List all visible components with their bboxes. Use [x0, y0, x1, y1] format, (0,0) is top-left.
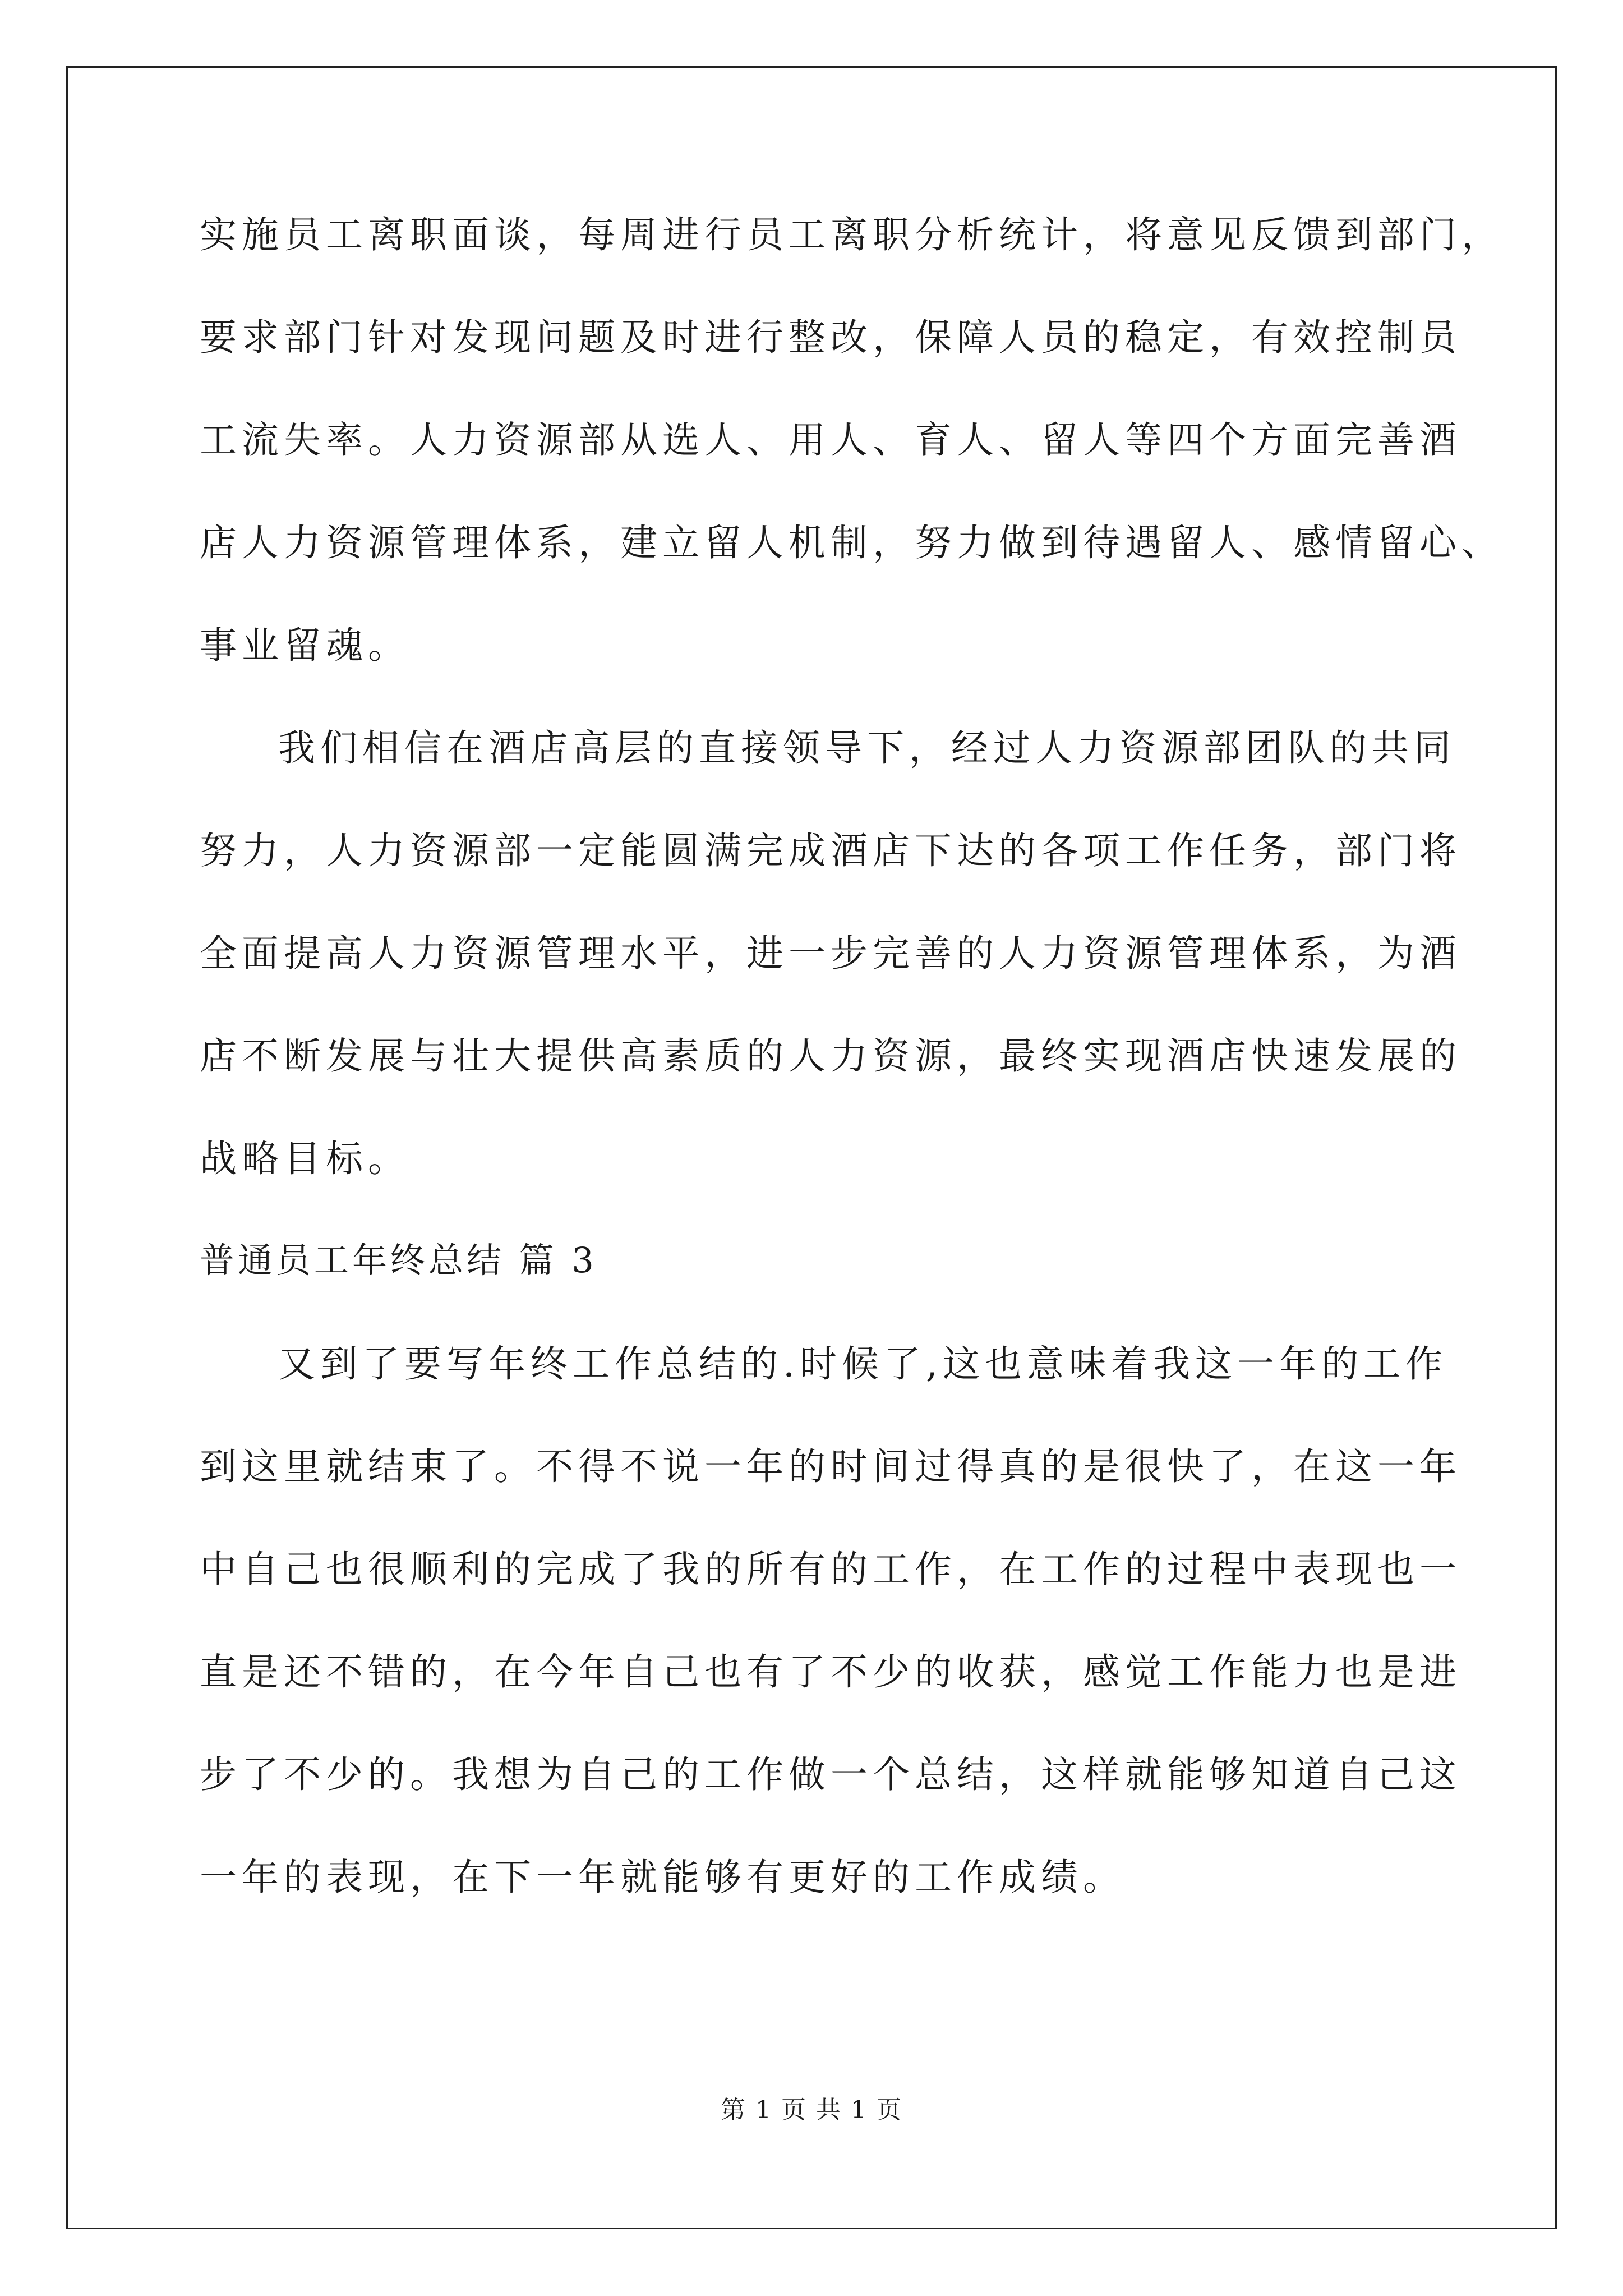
- paragraph-line: 又到了要写年终工作总结的.时候了,这也意味着我这一年的工作: [278, 1342, 1447, 1386]
- paragraph-line: 到这里就结束了。不得不说一年的时间过得真的是很快了，在这一年: [200, 1445, 1461, 1488]
- paragraph-line: 努力，人力资源部一定能圆满完成酒店下达的各项工作任务，部门将: [200, 829, 1461, 872]
- section-heading: 普通员工年终总结 篇 3: [200, 1240, 597, 1281]
- page-number-footer: 第 1 页 共 1 页: [721, 2096, 902, 2124]
- paragraph-line: 战略目标。: [200, 1137, 410, 1180]
- paragraph-line: 实施员工离职面谈，每周进行员工离职分析统计，将意见反馈到部门，: [200, 213, 1504, 256]
- paragraph-line: 店人力资源管理体系，建立留人机制，努力做到待遇留人、感情留心、: [200, 521, 1504, 564]
- paragraph-line: 事业留魂。: [200, 624, 410, 667]
- paragraph-line: 一年的表现，在下一年就能够有更好的工作成绩。: [200, 1856, 1125, 1899]
- paragraph-line: 中自己也很顺利的完成了我的所有的工作，在工作的过程中表现也一: [200, 1548, 1461, 1591]
- paragraph-line: 我们相信在酒店高层的直接领导下，经过人力资源部团队的共同: [278, 726, 1456, 770]
- paragraph-line: 步了不少的。我想为自己的工作做一个总结，这样就能够知道自己这: [200, 1753, 1461, 1796]
- paragraph-line: 要求部门针对发现问题及时进行整改，保障人员的稳定，有效控制员: [200, 316, 1461, 359]
- paragraph-line: 直是还不错的，在今年自己也有了不少的收获，感觉工作能力也是进: [200, 1650, 1461, 1694]
- paragraph-line: 工流失率。人力资源部从选人、用人、育人、留人等四个方面完善酒: [200, 418, 1461, 462]
- paragraph-line: 店不断发展与壮大提供高素质的人力资源，最终实现酒店快速发展的: [200, 1034, 1461, 1078]
- paragraph-line: 全面提高人力资源管理水平，进一步完善的人力资源管理体系，为酒: [200, 932, 1461, 975]
